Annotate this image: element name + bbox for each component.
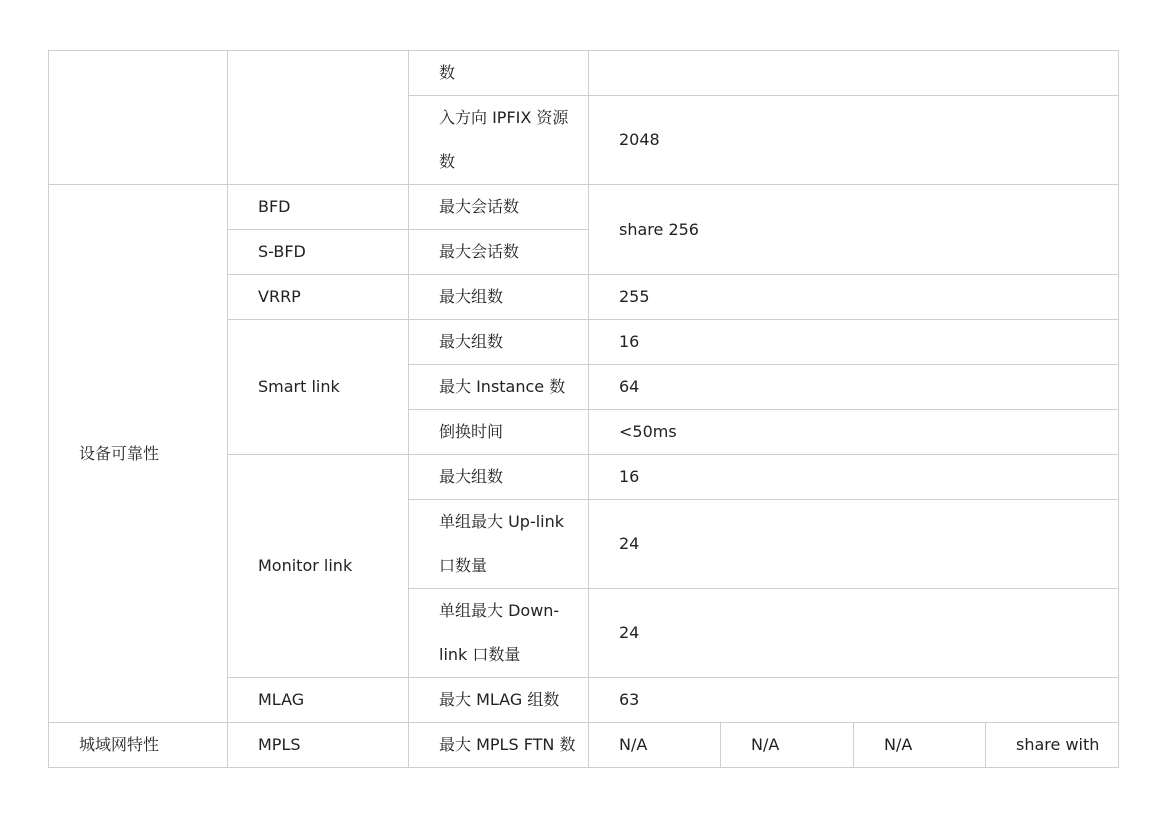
- value-cell: 2048: [589, 96, 1119, 185]
- metric-cell: 数: [409, 51, 589, 96]
- metric-cell: 单组最大 Down-link 口数量: [409, 589, 589, 678]
- table-row: [49, 185, 1119, 230]
- category-cell: 城域网特性: [49, 723, 228, 768]
- value-cell: 255: [589, 275, 1119, 320]
- value-cell: 16: [589, 320, 1119, 365]
- value-cell: N/A: [589, 723, 721, 768]
- table-row: [49, 723, 1119, 768]
- value-cell: 63: [589, 678, 1119, 723]
- metric-cell: 最大组数: [409, 320, 589, 365]
- category-cell: [49, 51, 228, 185]
- value-cell: N/A: [854, 723, 986, 768]
- metric-cell: 最大 MPLS FTN 数: [409, 723, 589, 768]
- feature-cell: MLAG: [228, 678, 409, 723]
- feature-cell: VRRP: [228, 275, 409, 320]
- value-cell: 24: [589, 589, 1119, 678]
- metric-cell: 最大 MLAG 组数: [409, 678, 589, 723]
- value-cell: 16: [589, 455, 1119, 500]
- metric-cell: 最大会话数: [409, 230, 589, 275]
- feature-cell: [228, 51, 409, 185]
- spec-table: [48, 50, 1119, 768]
- value-cell: [589, 51, 1119, 96]
- value-cell: 24: [589, 500, 1119, 589]
- table-row: [49, 51, 1119, 96]
- metric-cell: 最大组数: [409, 275, 589, 320]
- feature-cell: Monitor link: [228, 455, 409, 678]
- metric-cell: 最大组数: [409, 455, 589, 500]
- category-cell: 设备可靠性: [49, 185, 228, 723]
- metric-cell: 最大会话数: [409, 185, 589, 230]
- feature-cell: S-BFD: [228, 230, 409, 275]
- value-cell: share 256: [589, 185, 1119, 275]
- metric-cell: 最大 Instance 数: [409, 365, 589, 410]
- value-cell: N/A: [721, 723, 854, 768]
- value-cell: <50ms: [589, 410, 1119, 455]
- metric-cell: 倒换时间: [409, 410, 589, 455]
- feature-cell: Smart link: [228, 320, 409, 455]
- metric-cell: 入方向 IPFIX 资源数: [409, 96, 589, 185]
- feature-cell: MPLS: [228, 723, 409, 768]
- value-cell: share with: [986, 723, 1119, 768]
- value-cell: 64: [589, 365, 1119, 410]
- metric-cell: 单组最大 Up-link 口数量: [409, 500, 589, 589]
- feature-cell: BFD: [228, 185, 409, 230]
